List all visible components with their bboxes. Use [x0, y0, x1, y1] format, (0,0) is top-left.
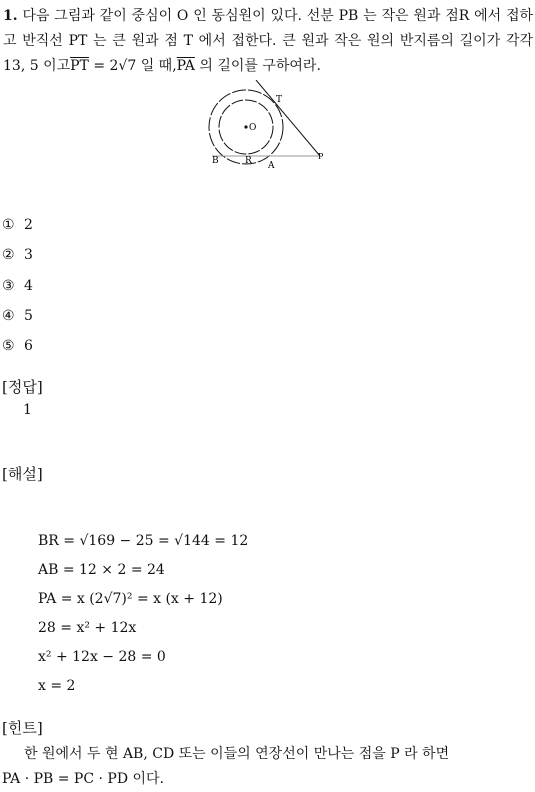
- hint-text: [2, 742, 533, 792]
- label-a: A: [268, 161, 275, 171]
- choice-5[interactable]: [2, 335, 33, 365]
- explanation-line-2: AB = 12 × 2 = 24: [38, 562, 165, 578]
- problem-statement: [3, 4, 533, 79]
- problem-eq: = 2√7 일 때,: [88, 58, 177, 74]
- answer-choices: [2, 214, 33, 365]
- answer-label: [정답]: [2, 378, 43, 396]
- problem-text-2: 의 길이를 구하여라.: [194, 58, 321, 74]
- choice-value: 2: [24, 217, 33, 233]
- label-t: T: [276, 95, 283, 105]
- choice-mark: ④: [2, 307, 15, 324]
- problem-text-1: 다음 그림과 같이 중심이 O 인 동심원이 있다. 선분 PB 는 작은 원과 점R 에서 접하고 반직선 PT 는 큰 원과 점 T 에서 접한다. 큰 원과 작은 원의 반지름의 길이가 각각 13, 5 이고: [3, 8, 533, 74]
- label-b: B: [212, 156, 219, 166]
- segment-pt: $\overline{PT}$: [70, 58, 89, 74]
- choice-2[interactable]: [2, 244, 33, 274]
- label-r: R: [245, 156, 252, 166]
- label-p: P: [318, 152, 324, 161]
- choice-mark: ③: [2, 277, 15, 294]
- explanation-line-6: x = 2: [38, 678, 76, 694]
- choice-value: 6: [24, 338, 33, 355]
- choice-value: 4: [24, 277, 33, 294]
- explanation-line-4: 28 = x² + 12x: [38, 620, 137, 636]
- segment-pa: $\overline{PA}$: [176, 58, 195, 74]
- explanation-line-3: PA = x (2√7)² = x (x + 12): [38, 591, 223, 607]
- choice-value: 3: [24, 247, 33, 264]
- problem-number: 1.: [3, 8, 18, 24]
- center-point: [244, 125, 247, 128]
- label-o: O: [249, 123, 257, 133]
- choice-1[interactable]: [2, 214, 33, 244]
- hint-label: [힌트]: [2, 719, 43, 737]
- choice-mark: ⑤: [2, 338, 15, 355]
- tangent-pt: [256, 80, 320, 156]
- choice-value: 5: [24, 307, 33, 324]
- explanation-label: [해설]: [2, 465, 43, 483]
- concentric-circles-figure: [200, 80, 340, 175]
- explanation-line-5: x² + 12x − 28 = 0: [38, 649, 166, 665]
- choice-mark: ①: [2, 217, 15, 233]
- choice-4[interactable]: [2, 305, 33, 335]
- hint-formula: PA · PB = PC · PD 이다.: [2, 771, 165, 787]
- choice-3[interactable]: [2, 275, 33, 305]
- hint-sentence: 한 원에서 두 현 AB, CD 또는 이들의 연장선이 만나는 점을 P 라 하면: [24, 746, 450, 762]
- answer-value: 1: [23, 402, 32, 418]
- choice-mark: ②: [2, 247, 15, 264]
- explanation-line-1: BR = √169 − 25 = √144 = 12: [38, 533, 249, 549]
